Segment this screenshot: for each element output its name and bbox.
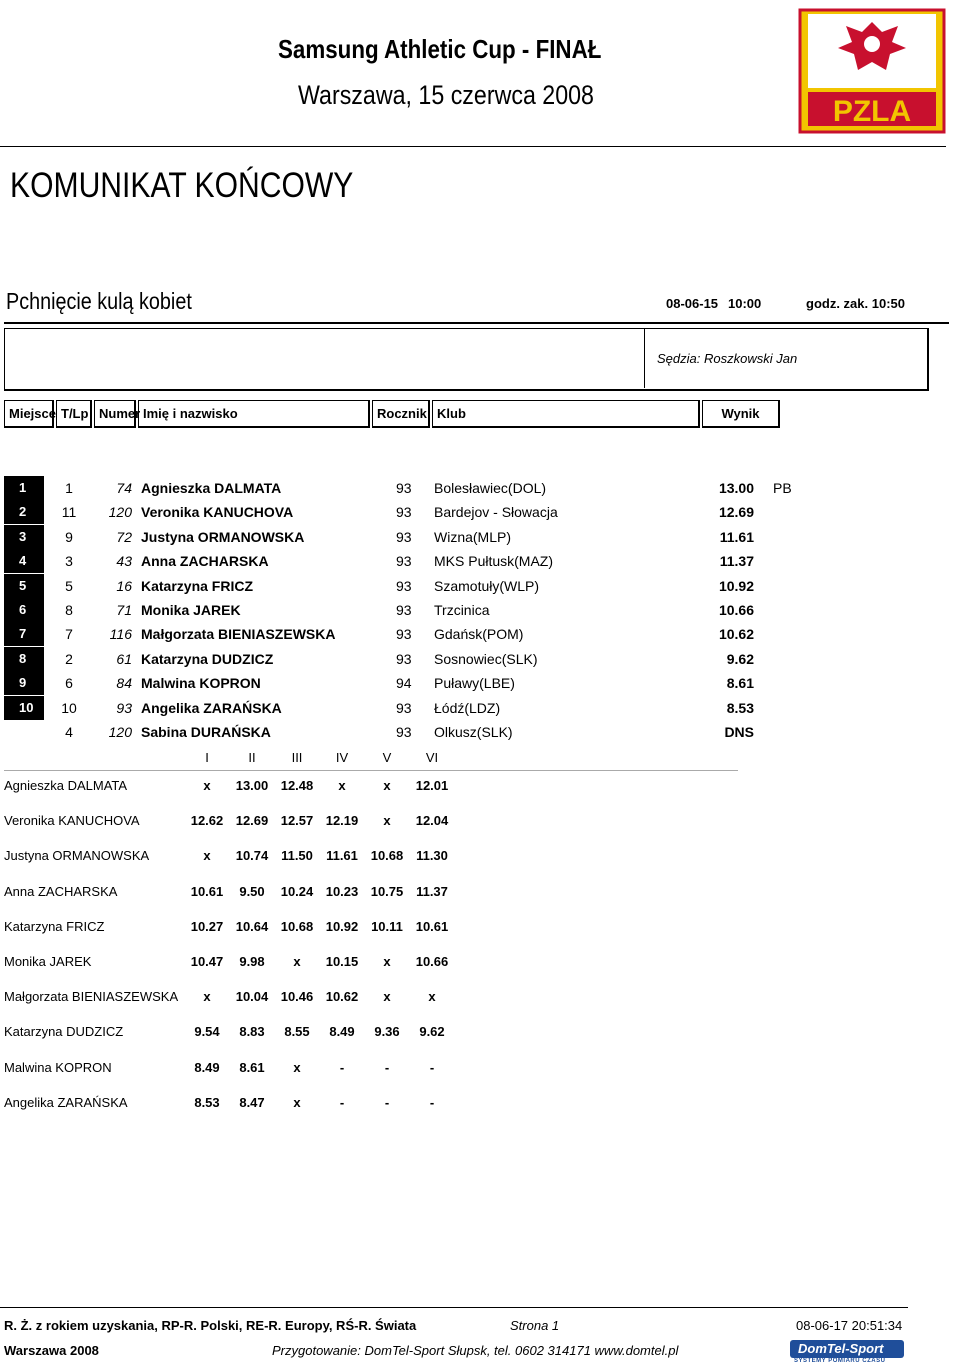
attempt-athlete-name: Monika JAREK [4,954,92,969]
event-divider [4,322,949,324]
attempt-value: 8.55 [284,1024,310,1040]
footer-divider [0,1307,908,1308]
table-row [0,671,960,695]
tlp-cell: 6 [65,675,73,692]
attempt-athlete-name: Malwina KOPRON [4,1059,112,1075]
attempt-athlete-name: Agnieszka DALMATA [4,778,128,793]
attempt-header-3: III [291,750,303,765]
attempt-value: 10.92 [325,918,359,934]
table-row [0,720,960,744]
attempt-athlete-name: Małgorzata BIENIASZEWSKA [4,989,179,1005]
place-cell: 3 [4,525,44,549]
attempt-row [0,1060,500,1080]
judge-name: Sędzia: Roszkowski Jan [657,351,798,366]
birth-year: 93 [396,602,412,618]
athlete-name: Małgorzata BIENIASZEWSKA [141,626,336,643]
result-value: 13.00 [718,480,754,496]
col-header-number: Numer [94,400,136,428]
attempt-value: 10.74 [235,848,269,864]
number-cell: 71 [116,602,132,618]
attempt-value: 12.04 [415,813,449,829]
number-cell: 93 [116,699,132,716]
number-cell: 16 [116,577,132,594]
birth-year: 93 [396,504,412,521]
result-value: 11.37 [719,553,754,570]
club-name: MKS Pułtusk(MAZ) [434,553,554,570]
table-row [0,500,960,524]
athlete-name: Sabina DURAŃSKA [141,724,271,740]
attempt-row [0,884,500,904]
attempt-value: x [383,813,391,829]
attempt-value: 10.61 [415,918,449,934]
record-note: PB [773,480,792,496]
athlete-name: Anna ZACHARSKA [141,553,269,570]
judge-box-divider [644,328,645,388]
attempt-value: 12.62 [190,813,224,829]
tlp-cell: 2 [65,650,73,667]
attempt-row [0,848,500,868]
attempt-value: - [429,1059,435,1075]
athlete-name: Katarzyna FRICZ [141,577,254,594]
result-value: 10.62 [718,626,754,643]
tlp-cell: 11 [61,504,77,521]
result-value: 11.61 [719,528,754,545]
tlp-cell: 1 [65,480,73,496]
attempt-value: 12.01 [415,778,449,793]
attempt-athlete-name: Anna ZACHARSKA [4,883,118,899]
attempt-value: 8.49 [329,1024,355,1040]
number-cell: 43 [116,553,132,570]
club-name: Łódź(LDZ) [434,699,501,716]
footer-place: Warszawa 2008 [4,1343,99,1358]
attempt-value: 10.15 [325,954,359,969]
attempt-value: 8.61 [239,1059,265,1075]
attempt-value: 10.68 [370,848,404,864]
header-divider [0,146,946,147]
attempt-value: 11.50 [281,848,313,864]
birth-year: 94 [396,675,412,692]
attempt-value: 10.66 [415,954,449,969]
table-row [0,622,960,646]
tlp-cell: 4 [65,724,73,740]
document-title: KOMUNIKAT KOŃCOWY [10,166,354,205]
number-cell: 116 [109,626,132,643]
col-header-place: Miejsce [4,400,54,428]
attempt-value: 9.98 [239,954,265,969]
attempt-value: x [383,778,391,793]
athlete-name: Veronika KANUCHOVA [141,504,294,521]
club-name: Bardejov - Słowacja [434,504,558,521]
page-number: Strona 1 [510,1318,560,1333]
club-name: Sosnowiec(SLK) [434,650,538,667]
col-header-year: Rocznik [372,400,430,428]
competition-date-place: Warszawa, 15 czerwca 2008 [298,80,594,110]
attempt-value: 12.69 [235,813,269,829]
table-row [0,525,960,549]
attempt-athlete-name: Katarzyna FRICZ [4,918,105,934]
records-legend: R. Ż. z rokiem uzyskania, RP-R. Polski, RE-R. Europy, RŚ-R. Świata [4,1318,417,1333]
table-row [0,549,960,573]
table-row [0,696,960,720]
attempt-value: x [383,989,391,1005]
domtel-logo: DomTel-Sport SYSTEMY POMIARU CZASU [790,1340,904,1366]
attempt-row [0,778,500,798]
table-row [0,598,960,622]
attempt-row [0,1024,500,1044]
attempt-header-1: I [205,750,209,765]
attempt-row [0,1095,500,1115]
place-cell: 7 [4,622,44,646]
number-cell: 74 [116,480,132,496]
athlete-name: Agnieszka DALMATA [141,480,282,496]
birth-year: 93 [396,553,412,570]
event-name: Pchnięcie kulą kobiet [6,288,192,314]
attempt-value: x [383,954,391,969]
club-name: Olkusz(SLK) [434,724,513,740]
attempt-athlete-name: Justyna ORMANOWSKA [4,848,150,864]
attempt-athlete-name: Katarzyna DUDZICZ [4,1024,124,1040]
table-row [0,647,960,671]
place-cell: 8 [4,647,44,671]
attempt-value: 11.61 [326,848,358,864]
birth-year: 93 [396,577,412,594]
col-header-name: Imię i nazwisko [138,400,370,428]
attempt-value: 10.04 [235,989,269,1005]
birth-year: 93 [396,650,412,667]
athlete-name: Angelika ZARAŃSKA [141,699,282,716]
event-date: 08-06-15 [666,296,719,311]
attempt-header-5: V [382,750,392,765]
birth-year: 93 [396,528,412,545]
attempt-value: x [293,954,301,969]
attempt-row [0,989,500,1009]
tlp-cell: 7 [65,626,73,643]
attempt-row [0,954,500,974]
athlete-name: Malwina KOPRON [141,675,261,692]
attempt-value: 9.36 [374,1024,400,1040]
attempt-value: 11.37 [416,883,448,899]
athlete-name: Justyna ORMANOWSKA [141,528,305,545]
birth-year: 93 [396,480,412,496]
attempt-value: - [339,1094,345,1110]
attempt-header-2: II [248,750,256,765]
birth-year: 93 [396,724,412,740]
club-name: Gdańsk(POM) [434,626,524,643]
attempt-value: - [429,1094,435,1110]
club-name: Puławy(LBE) [434,675,515,692]
attempt-value: x [203,778,211,793]
attempt-value: 8.83 [239,1024,265,1040]
place-cell: 10 [4,696,44,720]
attempt-value: 10.61 [190,883,224,899]
event-end-time: godz. zak. 10:50 [806,296,905,311]
club-name: Wizna(MLP) [434,528,512,545]
attempt-value: 10.23 [325,883,359,899]
table-row [0,574,960,598]
place-cell: 9 [4,671,44,695]
number-cell: 61 [116,650,132,667]
attempt-value: 12.19 [325,813,359,829]
attempt-value: x [293,1059,301,1075]
prepared-by: Przygotowanie: DomTel-Sport Słupsk, tel. 0602 314171 www.domtel.pl [272,1343,679,1358]
place-cell: 4 [4,549,44,573]
table-row [0,476,960,500]
result-value: 8.53 [726,699,754,716]
athlete-name: Monika JAREK [141,602,241,618]
attempt-value: 10.75 [370,883,404,899]
attempt-value: 8.53 [194,1094,220,1110]
attempt-value: 10.27 [190,918,224,934]
attempt-value: - [339,1059,345,1075]
attempt-value: 8.47 [239,1094,265,1110]
attempt-value: 10.62 [325,989,359,1005]
attempt-value: 13.00 [235,778,269,793]
attempt-value: 10.46 [280,989,314,1005]
attempt-row [0,919,500,939]
attempt-athlete-name: Veronika KANUCHOVA [4,813,140,829]
result-value: 10.66 [718,602,754,618]
print-timestamp: 08-06-17 20:51:34 [796,1318,903,1333]
tlp-cell: 5 [65,577,73,594]
result-value: 10.92 [718,577,754,594]
col-header-club: Klub [432,400,700,428]
club-name: Szamotuły(WLP) [434,577,540,594]
attempt-value: 12.48 [280,778,314,793]
attempt-value: x [428,989,436,1005]
place-cell: 5 [4,574,44,598]
attempt-value: x [338,778,346,793]
tlp-cell: 3 [65,553,73,570]
number-cell: 120 [108,504,132,521]
attempt-value: 10.64 [235,918,269,934]
attempt-athlete-name: Angelika ZARAŃSKA [4,1094,128,1110]
number-cell: 84 [116,675,132,692]
attempt-value: 8.49 [194,1059,220,1075]
attempt-value: 9.62 [419,1024,445,1040]
attempt-value: - [384,1094,390,1110]
attempt-value: 9.50 [239,883,265,899]
competition-title: Samsung Athletic Cup - FINAŁ [278,34,602,64]
result-value: 8.61 [726,675,754,692]
attempt-value: 10.68 [280,918,314,934]
result-value: 12.69 [718,504,754,521]
place-cell: 6 [4,598,44,622]
attempt-value: 10.24 [280,883,314,899]
club-name: Trzcinica [434,602,490,618]
attempt-value: x [203,989,211,1005]
attempt-header-6: VI [425,750,439,765]
athlete-name: Katarzyna DUDZICZ [141,650,274,667]
logo-text: PZLA [832,95,912,128]
number-cell: 120 [108,724,132,740]
attempt-value: x [293,1094,301,1110]
col-header-result: Wynik [702,400,780,428]
result-value: DNS [724,724,754,740]
attempt-row [0,813,500,833]
number-cell: 72 [116,528,132,545]
tlp-cell: 8 [65,602,73,618]
attempt-value: x [203,848,211,864]
attempt-value: - [384,1059,390,1075]
attempts-divider [4,770,738,771]
attempt-value: 9.54 [194,1024,220,1040]
attempt-value: 11.30 [416,848,448,864]
event-time: 10:00 [728,296,762,311]
col-header-tlp: T/Lp [56,400,92,428]
tlp-cell: 10 [61,699,77,716]
attempt-value: 10.47 [190,954,224,969]
club-name: Bolesławiec(DOL) [434,480,547,496]
result-value: 9.62 [726,650,754,667]
attempt-value: 12.57 [280,813,314,829]
place-cell: 1 [4,476,44,500]
place-cell: 2 [4,500,44,524]
attempt-value: 10.11 [371,918,403,934]
pzla-logo [798,8,946,134]
birth-year: 93 [396,626,412,643]
attempt-header-4: IV [335,750,349,765]
birth-year: 93 [396,699,412,716]
tlp-cell: 9 [65,528,73,545]
